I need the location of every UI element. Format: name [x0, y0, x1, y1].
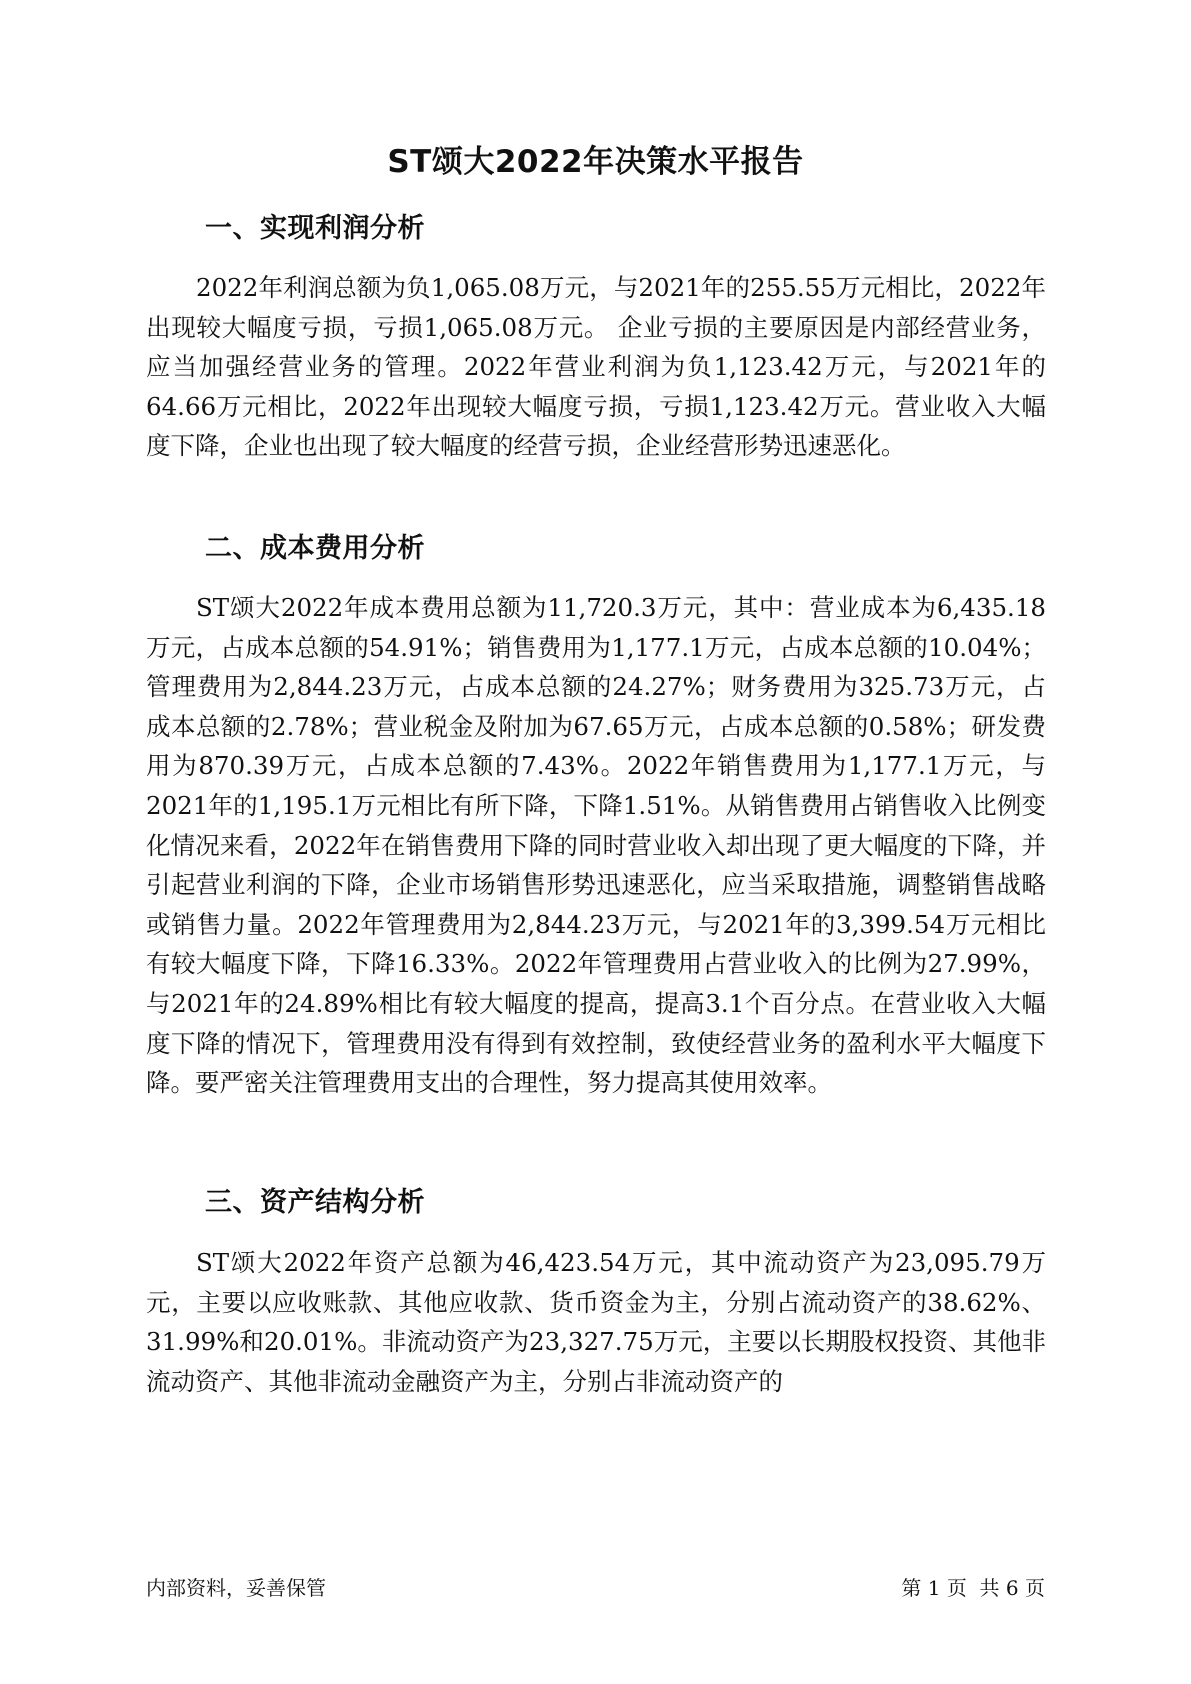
section-heading-cost: 二、成本费用分析 — [205, 533, 425, 564]
footer-confidential-note: 内部资料，妥善保管 — [146, 1576, 326, 1600]
section-paragraph-assets: ST颂大2022年资产总额为46,423.54万元，其中流动资产为23,095.79万元，主要以应收账款、其他应收款、货币资金为主，分别占流动资产的38.62%、31.99%和20.01%。非流动资产为23,327.75万元，主要以长期股权投资、其他非流动资产、其他非流动金融资产为主，分别占非流动资产的 — [146, 1248, 1046, 1396]
section-paragraph-profit: 2022年利润总额为负1,065.08万元，与2021年的255.55万元相比，2022年出现较大幅度亏损，亏损1,065.08万元。 企业亏损的主要原因是内部经营业务，应当加强经营业务的管理。2022年营业利润为负1,123.42万元，与2021年的64.66万元相比，2022年出现较大幅度亏损，亏损1,123.42万元。营业收入大幅度下降，企业也出现了较大幅度的经营亏损，企业经营形势迅速恶化。 — [146, 273, 1046, 461]
footer-page-number: 第 1 页 共 6 页 — [901, 1576, 1045, 1600]
section-heading-profit: 一、实现利润分析 — [205, 213, 425, 244]
document-title: ST颂大2022年决策水平报告 — [387, 144, 804, 180]
section-paragraph-cost: ST颂大2022年成本费用总额为11,720.3万元，其中：营业成本为6,435.18万元，占成本总额的54.91%；销售费用为1,177.1万元，占成本总额的10.04%；管理费用为2,844.23万元，占成本总额的24.27%；财务费用为325.73万元，占成本总额的2.78%；营业税金及附加为67.65万元，占成本总额的0.58%；研发费用为870.39万元，占成本总额的7.43%。2022年销售费用为1,177.1万元，与2021年的1,195.1万元相比有所下降，下降1.51%。从销售费用占销售收入比例变化情况来看，2022年在销售费用下降的同时营业收入却出现了更大幅度的下降，并引起营业利润的下降，企业市场销售形势迅速恶化，应当采取措施，调整销售战略或销售力量。2022年管理费用为2,844.23万元，与2021年的3,399.54万元相比有较大幅度下降，下降16.33%。2022年管理费用占营业收入的比例为27.99%，与2021年的24.89%相比有较大幅度的提高，提高3.1个百分点。在营业收入大幅度下降的情况下，管理费用没有得到有效控制，致使经营业务的盈利水平大幅度下降。要严密关注管理费用支出的合理性，努力提高其使用效率。 — [146, 593, 1046, 1098]
section-heading-assets: 三、资产结构分析 — [205, 1187, 425, 1218]
